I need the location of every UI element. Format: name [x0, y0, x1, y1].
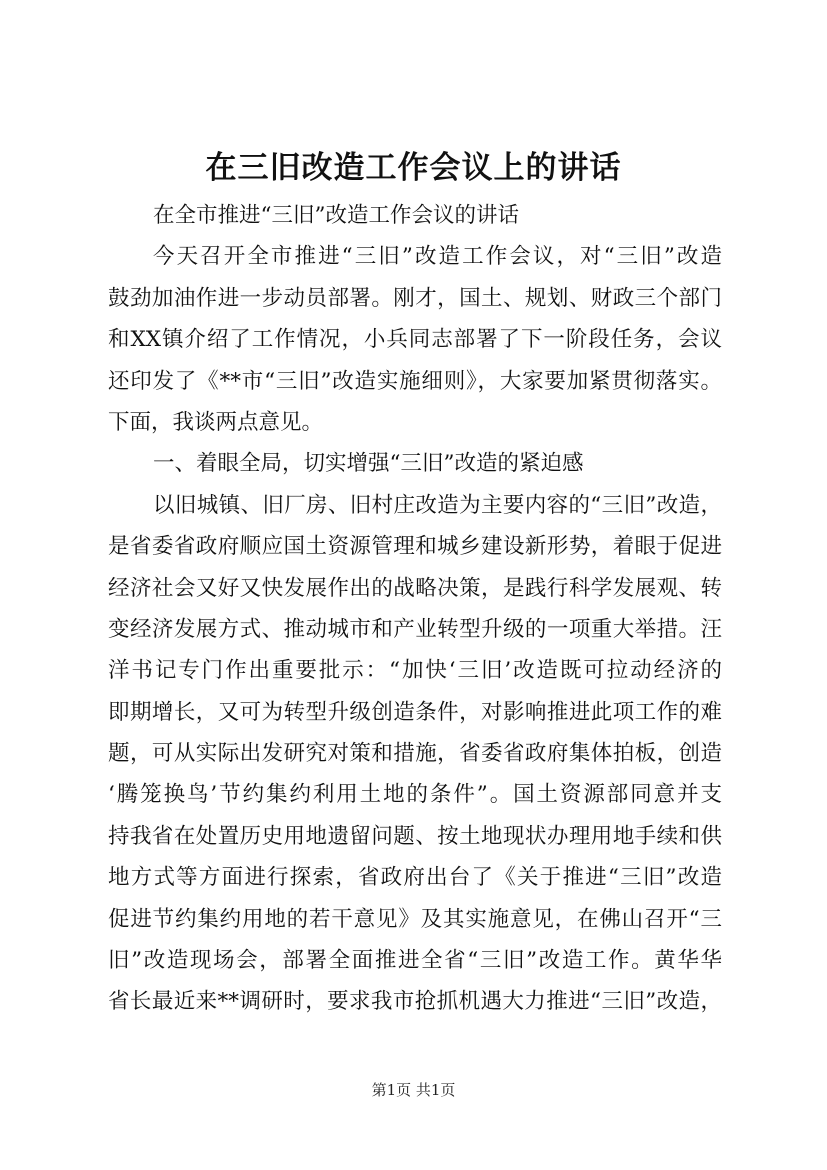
page-footer: 第1页 共1页 — [371, 1081, 456, 1099]
paragraph-line: ‘腾笼换鸟’节约集约利用土地的条件”。国土资源部同意并支 — [108, 782, 722, 808]
document-title: 在三旧改造工作会议上的讲话 — [205, 150, 622, 186]
paragraph-line: 地方式等方面进行探索，省政府出台了《关于推进“三旧”改造 — [108, 865, 722, 891]
paragraph-line: 即期增长，又可为转型升级创造条件，对影响推进此项工作的难 — [108, 699, 722, 725]
paragraph-line: 鼓劲加油作进一步动员部署。刚才，国土、规划、财政三个部门 — [108, 285, 722, 311]
paragraph-line: 还印发了《**市“三旧”改造实施细则》，大家要加紧贯彻落实。 — [108, 368, 722, 394]
paragraph-line: 变经济发展方式、推动城市和产业转型升级的一项重大举措。汪 — [108, 616, 722, 642]
section-heading: 一、着眼全局，切实增强“三旧”改造的紧迫感 — [153, 451, 584, 477]
paragraph-line: 促进节约集约用地的若干意见》及其实施意见，在佛山召开“三 — [108, 906, 722, 932]
paragraph-line: 是省委省政府顺应国土资源管理和城乡建设新形势，着眼于促进 — [108, 534, 722, 560]
paragraph-line: 和XX镇介绍了工作情况，小兵同志部署了下一阶段任务，会议 — [108, 327, 722, 353]
paragraph-line: 以旧城镇、旧厂房、旧村庄改造为主要内容的“三旧”改造， — [153, 492, 722, 518]
paragraph-line: 经济社会又好又快发展作出的战略决策，是践行科学发展观、转 — [108, 575, 722, 601]
document-body — [108, 195, 722, 1023]
paragraph-line: 今天召开全市推进“三旧”改造工作会议，对“三旧”改造 — [153, 244, 722, 270]
paragraph-line: 持我省在处置历史用地遗留问题、按土地现状办理用地手续和供 — [108, 823, 722, 849]
paragraph-line: 题，可从实际出发研究对策和措施，省委省政府集体拍板，创造 — [108, 741, 722, 767]
paragraph-line: 洋书记专门作出重要批示：“加快‘三旧’改造既可拉动经济的 — [108, 658, 722, 684]
subtitle-line: 在全市推进“三旧”改造工作会议的讲话 — [153, 203, 519, 228]
paragraph-line: 省长最近来**调研时，要求我市抢抓机遇大力推进“三旧”改造， — [108, 989, 722, 1015]
paragraph-line: 旧”改造现场会，部署全面推进全省“三旧”改造工作。黄华华 — [108, 948, 722, 974]
paragraph-line: 下面，我谈两点意见。 — [108, 409, 324, 435]
